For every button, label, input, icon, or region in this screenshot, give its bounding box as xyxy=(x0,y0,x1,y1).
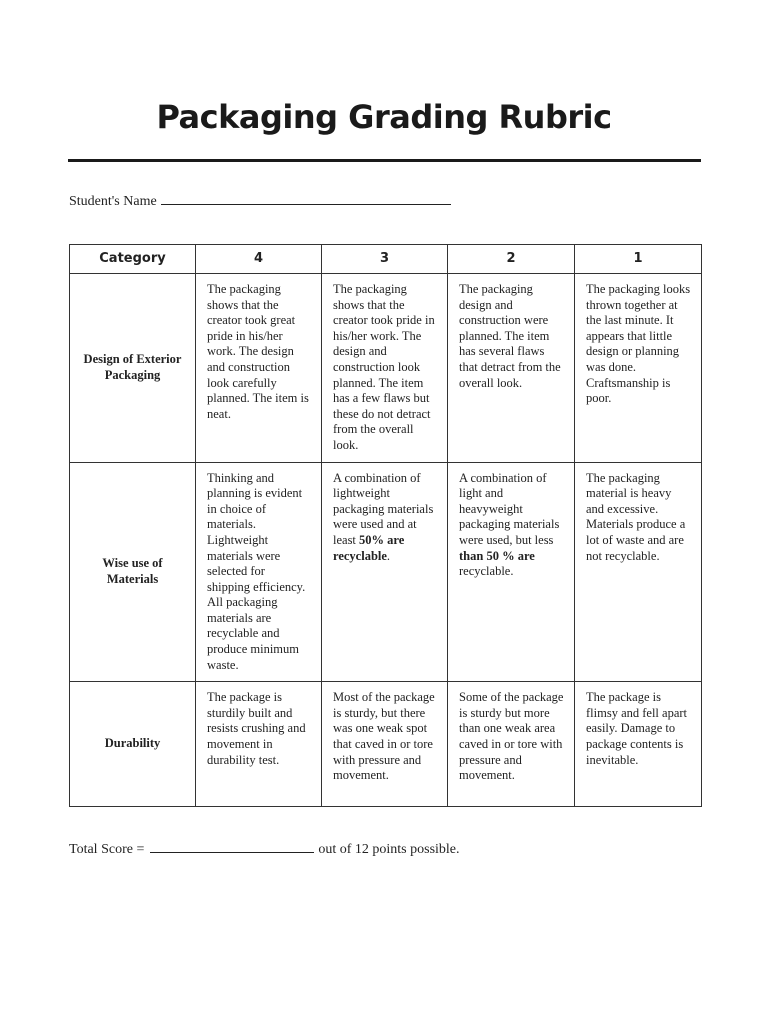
criteria-cell: The packaging design and construction were planned. The item has several flaws that detract from the overall look. xyxy=(448,274,575,463)
table-row xyxy=(70,274,702,463)
criteria-text: recyclable. xyxy=(459,564,514,579)
student-name-blank[interactable] xyxy=(161,190,451,205)
criteria-cell: The packaging shows that the creator took great pride in his/her work. The design and construction look carefully planned. The item is neat. xyxy=(196,274,322,463)
criteria-cell: Thinking and planning is evident in choice of materials. Lightweight materials were selected for shipping efficiency. All packaging materials are recyclable and produce minimum waste. xyxy=(196,462,322,682)
total-score-suffix: out of 12 points possible. xyxy=(318,842,460,857)
criteria-text: . xyxy=(386,548,391,563)
criteria-cell xyxy=(322,462,448,682)
total-score-line xyxy=(69,838,460,858)
criteria-cell: The package is sturdily built and resists crushing and movement in durability test. xyxy=(196,682,322,807)
criteria-emphasis: 50% are recyclable xyxy=(333,532,405,563)
category-cell: Durability xyxy=(70,682,196,807)
criteria-cell xyxy=(448,462,575,682)
total-score-label: Total Score = xyxy=(69,842,145,857)
category-cell: Wise use of Materials xyxy=(70,462,196,682)
header-score-1: 1 xyxy=(575,245,702,274)
student-name-field xyxy=(69,190,451,210)
criteria-text: A combination of lightweight packaging materials were used and at least xyxy=(333,470,434,547)
criteria-cell: The packaging shows that the creator took pride in his/her work. The design and construction look planned. The item has a few flaws but these do not detract from the overall look. xyxy=(322,274,448,463)
page-title: Packaging Grading Rubric xyxy=(156,98,612,136)
criteria-text: A combination of light and heavyweight packaging materials were used, but less xyxy=(459,470,560,547)
total-score-blank[interactable] xyxy=(150,838,314,853)
rubric-table xyxy=(69,244,702,807)
table-row xyxy=(70,682,702,807)
header-row xyxy=(70,245,702,274)
criteria-emphasis: than 50 % are xyxy=(459,548,535,563)
table-row xyxy=(70,462,702,682)
header-score-2: 2 xyxy=(448,245,575,274)
header-score-3: 3 xyxy=(322,245,448,274)
student-name-label: Student's Name xyxy=(69,194,157,209)
header-category: Category xyxy=(70,245,196,274)
criteria-cell: Most of the package is sturdy, but there was one weak spot that caved in or tore with pressure and movement. xyxy=(322,682,448,807)
criteria-cell: The packaging looks thrown together at the last minute. It appears that little design or planning was done. Craftsmanship is poor. xyxy=(575,274,702,463)
criteria-cell: The packaging material is heavy and excessive. Materials produce a lot of waste and are not recyclable. xyxy=(575,462,702,682)
criteria-cell: Some of the package is sturdy but more than one weak area caved in or tore with pressure and movement. xyxy=(448,682,575,807)
criteria-cell: The package is flimsy and fell apart easily. Damage to package contents is inevitable. xyxy=(575,682,702,807)
title-divider xyxy=(68,159,701,162)
category-cell: Design of Exterior Packaging xyxy=(70,274,196,463)
header-score-4: 4 xyxy=(196,245,322,274)
